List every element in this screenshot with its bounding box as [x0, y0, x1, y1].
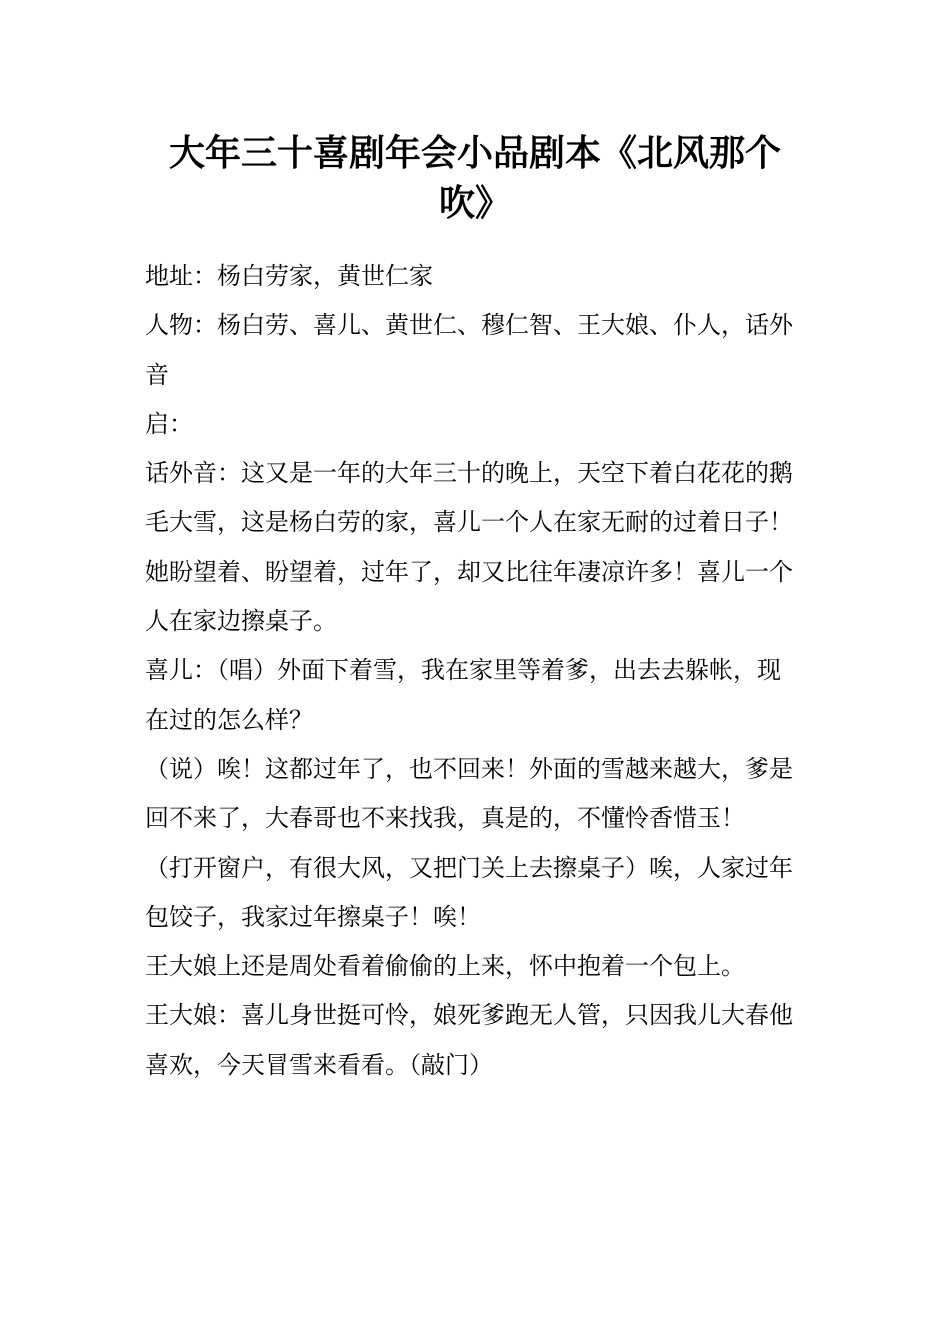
- paragraph-narration-1: 话外音：这又是一年的大年三十的晚上，天空下着白花花的鹅毛大雪，这是杨白劳的家，喜儿一个人在家无耐的过着日子！: [145, 459, 793, 537]
- paragraph-address: 地址：杨白劳家，黄世仁家: [145, 262, 433, 290]
- paragraph-xier-sing: 喜儿：（唱）外面下着雪，我在家里等着爹，出去去躲帐，现在过的怎么样？: [145, 656, 781, 734]
- paragraph-wang-daniang: 王大娘：喜儿身世挺可怜，娘死爹跑无人管，只因我儿大春他喜欢，今天冒雪来看看。（敲门）: [145, 1001, 793, 1079]
- paragraph-xier-action: （打开窗户，有很大风，又把门关上去擦桌子）唉，人家过年包饺子，我家过年擦桌子！唉！: [145, 853, 793, 931]
- document-body: [145, 252, 795, 1090]
- document-title: 大年三十喜剧年会小品剧本《北风那个吹》: [168, 132, 781, 224]
- paragraph-stage-direction: 王大娘上还是周处看着偷偷的上来，怀中抱着一个包上。: [145, 952, 745, 981]
- paragraph-narration-2: 她盼望着、盼望着，过年了，却又比往年凄凉许多！喜儿一个人在家边擦桌子。: [145, 557, 793, 636]
- paragraph-opening: 启：: [145, 409, 193, 438]
- paragraph-characters: 人物：杨白劳、喜儿、黄世仁、穆仁智、王大娘、仆人，话外音: [145, 311, 793, 389]
- paragraph-xier-speak: （说）唉！这都过年了，也不回来！外面的雪越来越大，爹是回不来了，大春哥也不来找我，真是的，不懂怜香惜玉！: [145, 754, 793, 833]
